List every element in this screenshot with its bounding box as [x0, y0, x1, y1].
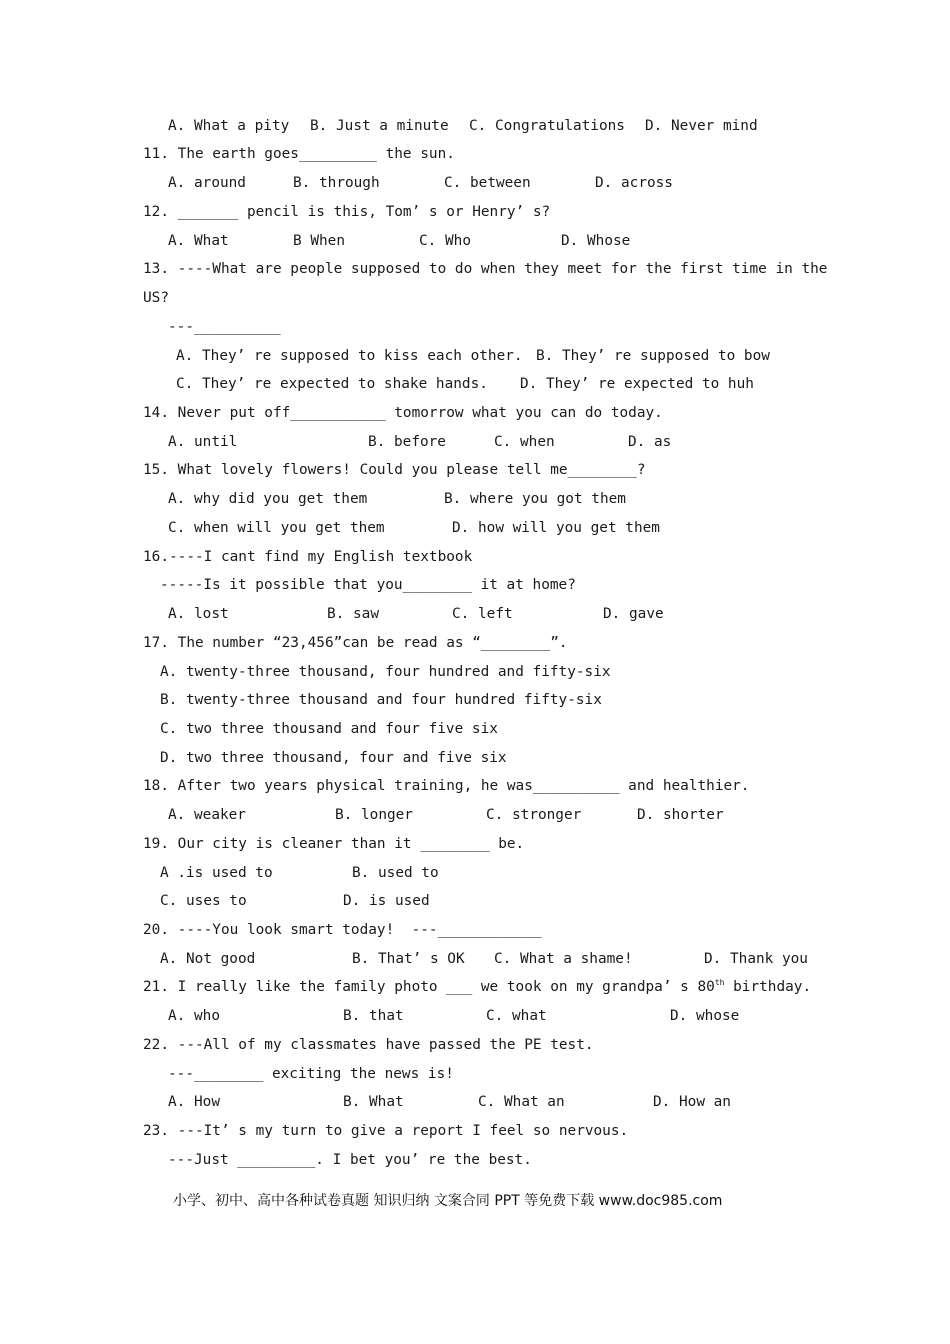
- q18-option-a: A. weaker: [168, 807, 246, 823]
- q14-stem: 14. Never put off___________ tomorrow what you can do today.: [143, 405, 663, 421]
- q20-option-c: C. What a shame!: [494, 951, 633, 967]
- q16-reply: -----Is it possible that you________ it at home?: [160, 577, 576, 593]
- q13-option-c: C. They’ re expected to shake hands.: [176, 376, 488, 392]
- q11-option-a: A. around: [168, 175, 246, 191]
- q11-option-d: D. across: [595, 175, 673, 191]
- q18-stem: 18. After two years physical training, he was__________ and healthier.: [143, 778, 750, 794]
- q20-option-d: D. Thank you: [704, 951, 808, 967]
- page-footer: 小学、初中、高中各种试卷真题 知识归纳 文案合同 PPT 等免费下载 www.doc985.com: [173, 1193, 723, 1209]
- q16-stem: 16.----I cant find my English textbook: [143, 549, 473, 565]
- q21-option-b: B. that: [343, 1008, 404, 1024]
- q22-option-a: A. How: [168, 1094, 220, 1110]
- q21-option-d: D. whose: [670, 1008, 740, 1024]
- q12-option-c: C. Who: [419, 233, 471, 249]
- q18-option-c: C. stronger: [486, 807, 582, 823]
- q15-option-d: D. how will you get them: [452, 520, 660, 536]
- q20-option-b: B. That’ s OK: [352, 951, 465, 967]
- q19-option-b: B. used to: [352, 865, 439, 881]
- q17-option-a: A. twenty-three thousand, four hundred and fifty-six: [160, 664, 611, 680]
- q14-option-a: A. until: [168, 434, 238, 450]
- q15-option-c: C. when will you get them: [168, 520, 385, 536]
- q22-option-d: D. How an: [653, 1094, 731, 1110]
- q10-option-a: A. What a pity: [168, 118, 290, 134]
- q23-reply: ---Just _________. I bet you’ re the best.: [168, 1152, 532, 1168]
- q12-stem: 12. _______ pencil is this, Tom’ s or Henry’ s?: [143, 204, 551, 220]
- q11-option-c: C. between: [444, 175, 531, 191]
- q22-reply: ---________ exciting the news is!: [168, 1066, 454, 1082]
- q21-stem: [143, 977, 811, 997]
- q16-option-b: B. saw: [327, 606, 379, 622]
- q13-stem-continued: US?: [143, 290, 169, 306]
- q10-option-b: B. Just a minute: [310, 118, 449, 134]
- q19-option-a: A .is used to: [160, 865, 273, 881]
- q13-stem: 13. ----What are people supposed to do when they meet for the first time in the: [143, 261, 828, 277]
- q16-option-a: A. lost: [168, 606, 229, 622]
- q21-stem-text: 21. I really like the family photo ___ we took on my grandpa’ s 80: [143, 979, 715, 995]
- q10-option-c: C. Congratulations: [469, 118, 625, 134]
- q13-reply: ---__________: [168, 319, 281, 335]
- q19-stem: 19. Our city is cleaner than it ________ be.: [143, 836, 525, 852]
- q14-option-c: C. when: [494, 434, 555, 450]
- q21-option-c: C. what: [486, 1008, 547, 1024]
- q16-option-d: D. gave: [603, 606, 664, 622]
- q18-option-b: B. longer: [335, 807, 413, 823]
- q17-option-d: D. two three thousand, four and five six: [160, 750, 507, 766]
- q12-option-b: B When: [293, 233, 345, 249]
- q22-stem: 22. ---All of my classmates have passed the PE test.: [143, 1037, 594, 1053]
- q12-option-d: D. Whose: [561, 233, 631, 249]
- q11-option-b: B. through: [293, 175, 380, 191]
- q15-stem: 15. What lovely flowers! Could you please tell me________?: [143, 462, 646, 478]
- q21-ordinal-suffix: th: [714, 978, 725, 987]
- q20-stem: 20. ----You look smart today! ---____________: [143, 922, 542, 938]
- q21-option-a: A. who: [168, 1008, 220, 1024]
- q12-option-a: A. What: [168, 233, 229, 249]
- q23-stem: 23. ---It’ s my turn to give a report I feel so nervous.: [143, 1123, 629, 1139]
- q17-stem: 17. The number “23,456”can be read as “________”.: [143, 635, 568, 651]
- q17-option-b: B. twenty-three thousand and four hundred fifty-six: [160, 692, 602, 708]
- q13-option-a: A. They’ re supposed to kiss each other.: [176, 348, 523, 364]
- q13-option-b: B. They’ re supposed to bow: [536, 348, 770, 364]
- q19-option-c: C. uses to: [160, 893, 247, 909]
- q17-option-c: C. two three thousand and four five six: [160, 721, 498, 737]
- q21-stem-end: birthday.: [724, 979, 812, 995]
- q16-option-c: C. left: [452, 606, 513, 622]
- q15-option-a: A. why did you get them: [168, 491, 368, 507]
- q20-option-a: A. Not good: [160, 951, 256, 967]
- q13-option-d: D. They’ re expected to huh: [520, 376, 754, 392]
- q11-stem: 11. The earth goes_________ the sun.: [143, 146, 455, 162]
- q15-option-b: B. where you got them: [444, 491, 626, 507]
- q18-option-d: D. shorter: [637, 807, 724, 823]
- q22-option-b: B. What: [343, 1094, 404, 1110]
- q14-option-b: B. before: [368, 434, 446, 450]
- q14-option-d: D. as: [628, 434, 672, 450]
- q19-option-d: D. is used: [343, 893, 430, 909]
- q22-option-c: C. What an: [478, 1094, 565, 1110]
- q10-option-d: D. Never mind: [645, 118, 758, 134]
